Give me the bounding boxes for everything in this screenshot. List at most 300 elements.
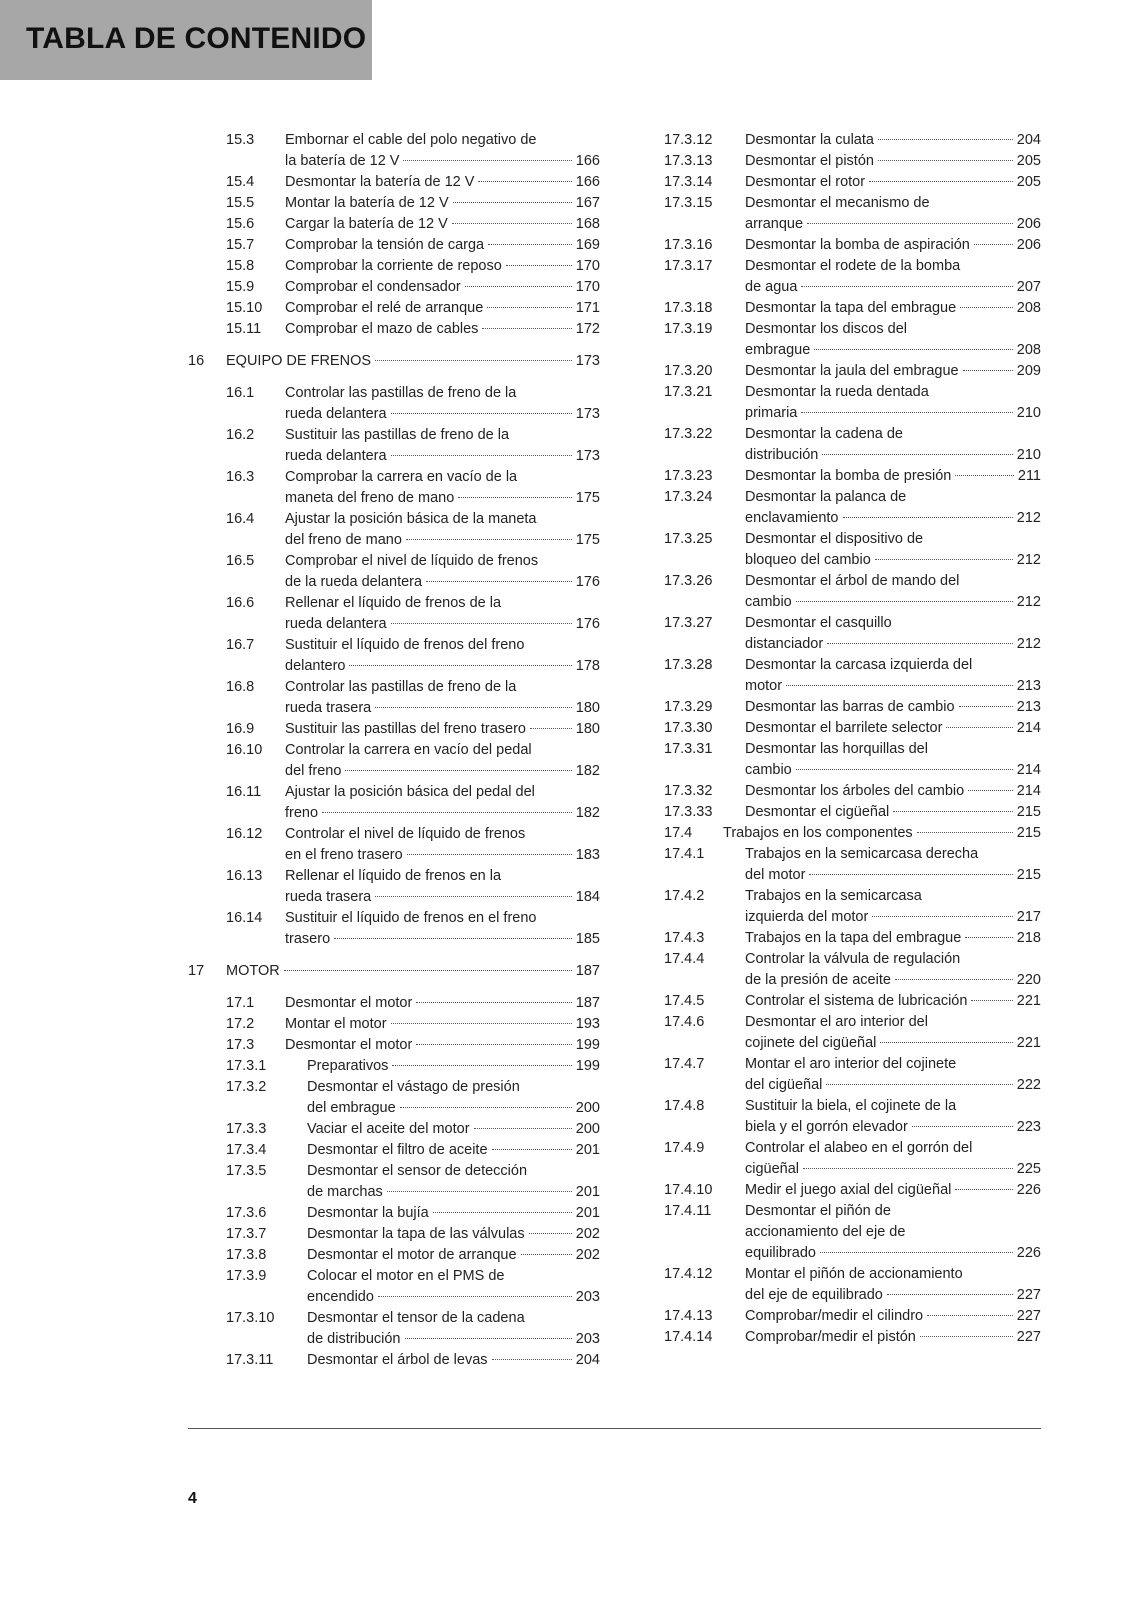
toc-entry-page: 212 — [1016, 594, 1041, 610]
toc-entry[interactable] — [188, 1224, 600, 1245]
dot-leader — [334, 938, 572, 939]
dot-leader — [820, 1252, 1013, 1253]
toc-entry-page: 168 — [575, 216, 600, 232]
toc-entry[interactable] — [188, 740, 600, 782]
toc-entry-title: de distribución — [307, 1331, 401, 1347]
toc-entry-title: Desmontar el pistón — [745, 153, 874, 169]
dot-leader — [807, 223, 1013, 224]
toc-entry[interactable] — [664, 844, 1041, 886]
dot-leader — [349, 665, 571, 666]
toc-entry-number: 17 — [188, 963, 205, 979]
toc-entry[interactable] — [664, 1306, 1041, 1327]
toc-entry[interactable] — [188, 1203, 600, 1224]
toc-entry-title: cojinete del cigüeñal — [745, 1035, 877, 1051]
toc-entry-number: 17.4.3 — [664, 930, 705, 946]
toc-entry[interactable] — [664, 1138, 1041, 1180]
toc-entry-number: 16.2 — [226, 427, 255, 443]
toc-entry[interactable] — [664, 130, 1041, 151]
dot-leader — [530, 728, 572, 729]
toc-entry[interactable] — [664, 571, 1041, 613]
toc-entry-page: 213 — [1016, 699, 1041, 715]
toc-entry[interactable] — [664, 529, 1041, 571]
dot-leader — [492, 1359, 572, 1360]
dot-leader — [391, 455, 572, 456]
toc-entry-title: en el freno trasero — [285, 847, 403, 863]
dot-leader — [375, 360, 572, 361]
toc-entry-page: 199 — [575, 1037, 600, 1053]
dot-leader — [387, 1191, 572, 1192]
toc-entry-page: 225 — [1016, 1161, 1041, 1177]
toc-entry[interactable] — [188, 1266, 600, 1308]
toc-entry[interactable] — [188, 1014, 600, 1035]
dot-leader — [822, 454, 1012, 455]
dot-leader — [869, 181, 1013, 182]
toc-entry-page: 211 — [1017, 468, 1041, 484]
dot-leader — [478, 181, 571, 182]
toc-entry-page: 176 — [575, 616, 600, 632]
toc-entry-number: 16.13 — [226, 868, 263, 884]
toc-entry-page: 178 — [575, 658, 600, 674]
toc-entry[interactable] — [188, 1350, 600, 1371]
toc-entry-page: 203 — [575, 1289, 600, 1305]
toc-entry[interactable] — [664, 613, 1041, 655]
toc-entry-page: 212 — [1016, 636, 1041, 652]
toc-entry[interactable] — [664, 739, 1041, 781]
toc-entry-page: 212 — [1016, 510, 1041, 526]
toc-entry-number: 16.1 — [226, 385, 255, 401]
dot-leader — [895, 979, 1013, 980]
toc-entry-number: 17.3.21 — [664, 384, 713, 400]
dot-leader — [971, 1000, 1012, 1001]
toc-entry-title-line: Sustituir las pastillas de freno de la — [285, 427, 510, 443]
toc-entry-title-line: Comprobar el nivel de líquido de frenos — [285, 553, 539, 569]
toc-entry-title: Comprobar el mazo de cables — [285, 321, 479, 337]
toc-entry[interactable] — [664, 151, 1041, 172]
toc-entry-number: 15.4 — [226, 174, 255, 190]
toc-entry-page: 223 — [1016, 1119, 1041, 1135]
toc-entry[interactable] — [188, 1161, 600, 1203]
dot-leader — [529, 1233, 572, 1234]
toc-entry-page: 166 — [575, 174, 600, 190]
toc-entry-page: 175 — [575, 532, 600, 548]
toc-entry-page: 200 — [575, 1100, 600, 1116]
toc-entry[interactable] — [188, 319, 600, 340]
toc-entry-title: izquierda del motor — [745, 909, 869, 925]
toc-entry-number: 17.3.29 — [664, 699, 713, 715]
toc-entry-title-line: accionamiento del eje de — [745, 1224, 906, 1240]
toc-entry-number: 16.8 — [226, 679, 255, 695]
toc-entry[interactable] — [664, 487, 1041, 529]
toc-entry-page: 166 — [575, 153, 600, 169]
toc-entry-title-line: Controlar la válvula de regulación — [745, 951, 961, 967]
toc-entry[interactable] — [664, 319, 1041, 361]
toc-entry-page: 185 — [575, 931, 600, 947]
toc-entry[interactable] — [664, 361, 1041, 382]
toc-entry-title: Trabajos en la tapa del embrague — [745, 930, 962, 946]
toc-entry-title: Cargar la batería de 12 V — [285, 216, 448, 232]
dot-leader — [796, 769, 1013, 770]
toc-entry-title-line: Ajustar la posición básica del pedal del — [285, 784, 535, 800]
toc-entry-title: delantero — [285, 658, 346, 674]
toc-entry-page: 227 — [1016, 1308, 1041, 1324]
toc-entry-title: Medir el juego axial del cigüeñal — [745, 1182, 952, 1198]
toc-entry[interactable] — [664, 991, 1041, 1012]
toc-entry-number: 16.5 — [226, 553, 255, 569]
toc-entry[interactable] — [188, 1245, 600, 1266]
toc-entry[interactable] — [664, 298, 1041, 319]
toc-entry-title: Desmontar las barras de cambio — [745, 699, 955, 715]
dot-leader — [843, 517, 1013, 518]
toc-entry-title-line: Montar el piñón de accionamiento — [745, 1266, 963, 1282]
toc-entry[interactable] — [664, 1054, 1041, 1096]
toc-entry-page: 206 — [1016, 216, 1041, 232]
toc-entry-page: 170 — [575, 258, 600, 274]
toc-entry[interactable] — [664, 1327, 1041, 1348]
toc-entry[interactable] — [188, 1035, 600, 1056]
toc-entry-number: 16.3 — [226, 469, 255, 485]
toc-entry-title-line: Desmontar la palanca de — [745, 489, 907, 505]
toc-entry-number: 15.5 — [226, 195, 255, 211]
toc-entry[interactable] — [664, 1201, 1041, 1264]
dot-leader — [917, 832, 1013, 833]
toc-left-column — [188, 130, 600, 1371]
dot-leader — [803, 1168, 1013, 1169]
toc-entry[interactable] — [664, 802, 1041, 823]
toc-entry-title: bloqueo del cambio — [745, 552, 871, 568]
toc-entry[interactable] — [188, 277, 600, 298]
toc-entry-number: 17.3.32 — [664, 783, 713, 799]
dot-leader — [406, 539, 572, 540]
toc-entry-title: distanciador — [745, 636, 824, 652]
toc-entry-number: 17.3.18 — [664, 300, 713, 316]
toc-chapter[interactable] — [188, 351, 600, 372]
toc-entry[interactable] — [664, 823, 1041, 844]
dot-leader — [875, 559, 1013, 560]
toc-entry-page: 201 — [575, 1205, 600, 1221]
toc-entry-title: primaria — [745, 405, 798, 421]
toc-entry-number: 17.4.8 — [664, 1098, 705, 1114]
dot-leader — [375, 896, 572, 897]
toc-entry-number: 15.10 — [226, 300, 263, 316]
toc-entry-title-line: Desmontar el aro interior del — [745, 1014, 928, 1030]
toc-entry-number: 16.9 — [226, 721, 255, 737]
toc-entry-number: 17.4.10 — [664, 1182, 713, 1198]
toc-entry-title: Comprobar/medir el pistón — [745, 1329, 916, 1345]
toc-entry-number: 16.10 — [226, 742, 263, 758]
toc-entry-page: 208 — [1016, 342, 1041, 358]
toc-entry-title: Desmontar el motor de arranque — [307, 1247, 517, 1263]
toc-entry[interactable] — [188, 635, 600, 677]
toc-entry[interactable] — [188, 782, 600, 824]
dot-leader — [506, 265, 572, 266]
toc-entry-page: 173 — [575, 448, 600, 464]
toc-entry-title-line: Desmontar el sensor de detección — [307, 1163, 528, 1179]
toc-entry-number: 17.3.10 — [226, 1310, 275, 1326]
toc-entry-number: 17.3.6 — [226, 1205, 267, 1221]
dot-leader — [827, 643, 1013, 644]
dot-leader — [416, 1002, 571, 1003]
toc-entry-number: 17.3.14 — [664, 174, 713, 190]
toc-entry-page: 167 — [575, 195, 600, 211]
toc-entry[interactable] — [664, 928, 1041, 949]
toc-entry-number: 17.4 — [664, 825, 693, 841]
toc-entry-title: EQUIPO DE FRENOS — [226, 353, 372, 369]
toc-entry-title: la batería de 12 V — [285, 153, 400, 169]
toc-entry-number: 17.3.28 — [664, 657, 713, 673]
dot-leader — [796, 601, 1013, 602]
toc-entry-title: distribución — [745, 447, 819, 463]
toc-entry-title: Comprobar la tensión de carga — [285, 237, 485, 253]
dot-leader — [878, 160, 1013, 161]
toc-entry-number: 17.3.25 — [664, 531, 713, 547]
toc-entry[interactable] — [188, 719, 600, 740]
toc-entry-number: 17.3.3 — [226, 1121, 267, 1137]
toc-entry-title-line: Trabajos en la semicarcasa — [745, 888, 922, 904]
toc-entry-page: 227 — [1016, 1287, 1041, 1303]
toc-entry-page: 204 — [1016, 132, 1041, 148]
toc-entry-title: Desmontar la jaula del embrague — [745, 363, 959, 379]
toc-entry[interactable] — [664, 1180, 1041, 1201]
toc-entry-number: 17.3.15 — [664, 195, 713, 211]
toc-entry[interactable] — [188, 298, 600, 319]
toc-entry-number: 17.3.24 — [664, 489, 713, 505]
toc-entry[interactable] — [188, 677, 600, 719]
dot-leader — [465, 286, 572, 287]
toc-entry[interactable] — [664, 655, 1041, 697]
toc-entry[interactable] — [664, 466, 1041, 487]
toc-entry-title: del motor — [745, 867, 806, 883]
toc-entry-title-line: Controlar el nivel de líquido de frenos — [285, 826, 526, 842]
toc-entry-page: 215 — [1016, 825, 1041, 841]
toc-entry[interactable] — [188, 908, 600, 950]
toc-entry-page: 208 — [1016, 300, 1041, 316]
toc-entry[interactable] — [188, 1077, 600, 1119]
toc-entry[interactable] — [188, 1119, 600, 1140]
toc-entry-title: enclavamiento — [745, 510, 839, 526]
dot-leader — [801, 286, 1012, 287]
toc-entry[interactable] — [664, 718, 1041, 739]
dot-leader — [959, 706, 1013, 707]
toc-entry-number: 16.11 — [226, 784, 262, 800]
toc-entry-page: 214 — [1016, 762, 1041, 778]
toc-entry-number: 15.6 — [226, 216, 255, 232]
toc-entry-title: rueda delantera — [285, 406, 387, 422]
toc-entry-title-line: Trabajos en la semicarcasa derecha — [745, 846, 979, 862]
dot-leader — [407, 854, 572, 855]
toc-entry[interactable] — [664, 256, 1041, 298]
toc-entry[interactable] — [664, 424, 1041, 466]
toc-chapter[interactable] — [188, 961, 600, 982]
dot-leader — [492, 1149, 572, 1150]
toc-entry-number: 17.3.5 — [226, 1163, 267, 1179]
toc-entry[interactable] — [188, 235, 600, 256]
toc-entry-title: rueda delantera — [285, 616, 387, 632]
toc-entry[interactable] — [188, 824, 600, 866]
toc-entry-number: 17.3.8 — [226, 1247, 267, 1263]
dot-leader — [960, 307, 1013, 308]
toc-entry[interactable] — [188, 993, 600, 1014]
dot-leader — [965, 937, 1013, 938]
dot-leader — [400, 1107, 572, 1108]
toc-entry-page: 180 — [575, 721, 600, 737]
toc-entry-number: 16.4 — [226, 511, 255, 527]
toc-entry-title-line: Comprobar la carrera en vacío de la — [285, 469, 518, 485]
dot-leader — [887, 1294, 1013, 1295]
toc-entry[interactable] — [188, 1308, 600, 1350]
toc-entry[interactable] — [188, 866, 600, 908]
toc-entry-title: arranque — [745, 216, 804, 232]
toc-entry-page: 226 — [1016, 1245, 1041, 1261]
toc-entry-page: 215 — [1016, 804, 1041, 820]
toc-entry-page: 175 — [575, 490, 600, 506]
toc-entry-page: 214 — [1016, 783, 1041, 799]
toc-entry[interactable] — [664, 1096, 1041, 1138]
toc-entry[interactable] — [664, 193, 1041, 235]
dot-leader — [375, 707, 572, 708]
toc-entry-title: Sustituir las pastillas del freno trasero — [285, 721, 526, 737]
dot-leader — [416, 1044, 571, 1045]
toc-entry-page: 169 — [575, 237, 600, 253]
toc-entry-title: equilibrado — [745, 1245, 816, 1261]
toc-entry-number: 17.3.1 — [226, 1058, 267, 1074]
toc-entry-title-line: Desmontar la rueda dentada — [745, 384, 929, 400]
dot-leader — [482, 328, 571, 329]
toc-entry-number: 17.3.4 — [226, 1142, 267, 1158]
toc-entry[interactable] — [188, 383, 600, 425]
header-band — [0, 0, 372, 80]
toc-entry-title-line: Desmontar los discos del — [745, 321, 907, 337]
toc-entry-title: del cigüeñal — [745, 1077, 823, 1093]
toc-entry-title: Vaciar el aceite del motor — [307, 1121, 470, 1137]
toc-entry[interactable] — [188, 1056, 600, 1077]
toc-entry-number: 17.3.33 — [664, 804, 713, 820]
toc-right-column — [664, 130, 1041, 1348]
toc-entry-title-line: Desmontar el vástago de presión — [307, 1079, 520, 1095]
toc-entry-page: 220 — [1016, 972, 1041, 988]
toc-entry-number: 16.7 — [226, 637, 255, 653]
toc-entry-title: Desmontar el rotor — [745, 174, 866, 190]
dot-leader — [521, 1254, 572, 1255]
toc-entry[interactable] — [664, 382, 1041, 424]
toc-entry-title: cambio — [745, 762, 792, 778]
dot-leader — [920, 1336, 1013, 1337]
toc-entry-page: 170 — [575, 279, 600, 295]
toc-entry-title: Montar la batería de 12 V — [285, 195, 449, 211]
toc-entry-page: 180 — [575, 700, 600, 716]
toc-entry-number: 17.3.13 — [664, 153, 713, 169]
toc-entry[interactable] — [188, 214, 600, 235]
toc-entry-title-line: Desmontar la carcasa izquierda del — [745, 657, 973, 673]
dot-leader — [405, 1338, 572, 1339]
toc-entry-page: 200 — [575, 1121, 600, 1137]
toc-entry[interactable] — [188, 551, 600, 593]
toc-entry-page: 206 — [1016, 237, 1041, 253]
toc-entry-number: 15.11 — [226, 321, 262, 337]
toc-entry[interactable] — [188, 425, 600, 467]
toc-entry-number: 17.4.13 — [664, 1308, 713, 1324]
dot-leader — [458, 497, 572, 498]
toc-entry-title: Desmontar la tapa de las válvulas — [307, 1226, 525, 1242]
toc-entry[interactable] — [188, 593, 600, 635]
toc-entry-number: 17.3.31 — [664, 741, 713, 757]
toc-entry-title-line: Desmontar el casquillo — [745, 615, 892, 631]
toc-entry-title: Desmontar la batería de 12 V — [285, 174, 475, 190]
toc-entry-page: 183 — [575, 847, 600, 863]
toc-entry-number: 16.12 — [226, 826, 263, 842]
toc-entry-title: Comprobar el condensador — [285, 279, 461, 295]
toc-entry[interactable] — [188, 467, 600, 509]
toc-entry[interactable] — [188, 130, 600, 172]
toc-entry-page: 203 — [575, 1331, 600, 1347]
dot-leader — [927, 1315, 1013, 1316]
toc-entry[interactable] — [188, 172, 600, 193]
toc-entry-title: Controlar el sistema de lubricación — [745, 993, 968, 1009]
toc-entry-number: 17.4.12 — [664, 1266, 713, 1282]
toc-entry-title: trasero — [285, 931, 331, 947]
dot-leader — [426, 581, 572, 582]
toc-entry[interactable] — [664, 235, 1041, 256]
toc-entry-number: 16.14 — [226, 910, 263, 926]
toc-entry-title-line: Desmontar la cadena de — [745, 426, 903, 442]
dot-leader — [955, 475, 1014, 476]
toc-entry-page: 202 — [575, 1226, 600, 1242]
toc-entry-title: rueda delantera — [285, 448, 387, 464]
toc-entry-title: Desmontar los árboles del cambio — [745, 783, 965, 799]
toc-entry[interactable] — [664, 781, 1041, 802]
toc-entry-number: 17.1 — [226, 995, 255, 1011]
dot-leader — [345, 770, 571, 771]
dot-leader — [826, 1084, 1012, 1085]
toc-entry[interactable] — [188, 193, 600, 214]
dot-leader — [963, 370, 1013, 371]
toc-entry-title: Desmontar el cigüeñal — [745, 804, 890, 820]
toc-entry-title: Trabajos en los componentes — [723, 825, 913, 841]
toc-entry-page: 176 — [575, 574, 600, 590]
toc-entry-page: 214 — [1016, 720, 1041, 736]
toc-entry[interactable] — [664, 697, 1041, 718]
toc-entry-title: MOTOR — [226, 963, 280, 979]
toc-entry-title: maneta del freno de mano — [285, 490, 455, 506]
toc-entry[interactable] — [664, 886, 1041, 928]
toc-entry-title: Desmontar la bomba de presión — [745, 468, 952, 484]
toc-entry[interactable] — [188, 509, 600, 551]
toc-entry[interactable] — [664, 1012, 1041, 1054]
toc-entry-number: 17.3.27 — [664, 615, 713, 631]
toc-entry-title: Comprobar el relé de arranque — [285, 300, 484, 316]
dot-leader — [284, 970, 572, 971]
toc-entry[interactable] — [664, 172, 1041, 193]
toc-entry[interactable] — [664, 949, 1041, 991]
toc-entry-title-line: Desmontar el piñón de — [745, 1203, 891, 1219]
dot-leader — [488, 244, 572, 245]
toc-entry-page: 202 — [575, 1247, 600, 1263]
toc-entry-page: 210 — [1016, 447, 1041, 463]
toc-entry-page: 207 — [1016, 279, 1041, 295]
toc-entry-number: 17.4.7 — [664, 1056, 705, 1072]
toc-entry-number: 16.6 — [226, 595, 255, 611]
toc-entry-page: 222 — [1016, 1077, 1041, 1093]
toc-entry-title-line: Controlar las pastillas de freno de la — [285, 679, 517, 695]
toc-entry[interactable] — [664, 1264, 1041, 1306]
toc-entry-title-line: Desmontar el rodete de la bomba — [745, 258, 961, 274]
toc-entry-title-line: Sustituir el líquido de frenos en el freno — [285, 910, 537, 926]
toc-entry-title: Comprobar la corriente de reposo — [285, 258, 502, 274]
toc-entry[interactable] — [188, 1140, 600, 1161]
toc-entry-number: 17.4.11 — [664, 1203, 712, 1219]
toc-entry-number: 17.3.2 — [226, 1079, 267, 1095]
toc-entry-page: 199 — [575, 1058, 600, 1074]
toc-entry[interactable] — [188, 256, 600, 277]
